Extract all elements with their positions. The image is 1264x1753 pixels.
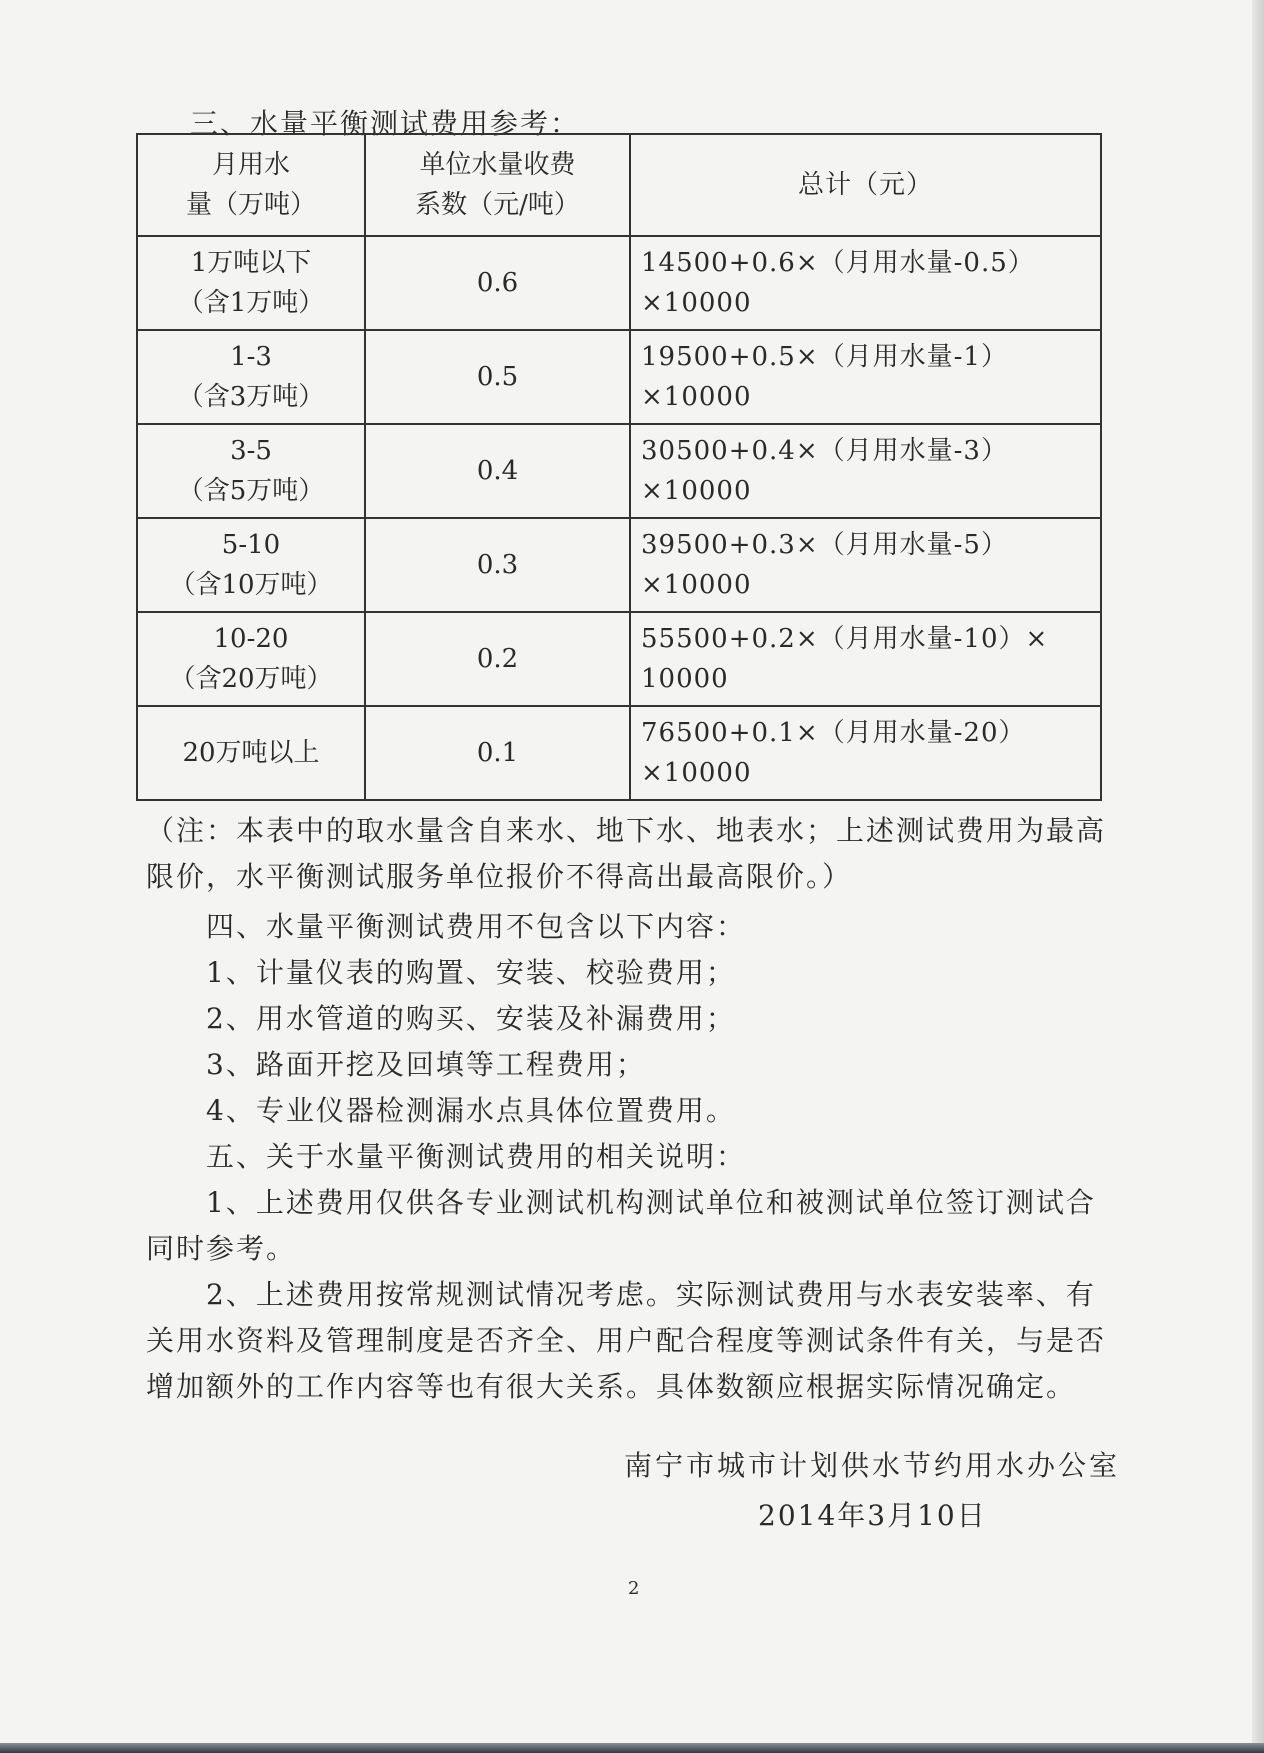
table-note: （注：本表中的取水量含自来水、地下水、地表水；上述测试费用为最高限价，水平衡测试服务单位报价不得高出最高限价。） <box>146 814 1107 893</box>
cell-total <box>630 424 1101 518</box>
cell-volume <box>137 236 365 330</box>
cell-total <box>630 612 1101 706</box>
volume-line1: 10-20 <box>213 624 289 654</box>
volume-line1: 3-5 <box>230 436 272 466</box>
table-row <box>137 612 1101 706</box>
section-5-heading: 五、关于水量平衡测试费用的相关说明： <box>206 1140 747 1173</box>
signature-date: 2014年3月10日 <box>758 1499 987 1532</box>
cell-total <box>630 706 1101 800</box>
total-line1: 19500+0.5×（月用水量-1） <box>641 342 1008 372</box>
volume-line2: （含5万吨） <box>177 476 325 506</box>
total-line1: 76500+0.1×（月用水量-20） <box>641 718 1026 748</box>
cell-volume <box>137 424 365 518</box>
scan-edge-bottom <box>0 1743 1264 1753</box>
table-header-row <box>137 134 1101 236</box>
volume-line2: （含3万吨） <box>177 382 325 412</box>
header-monthly-volume <box>137 134 365 236</box>
total-line2: ×10000 <box>641 570 752 600</box>
section-3-heading: 三、水量平衡测试费用参考： <box>190 107 581 140</box>
cell-coefficient: 0.4 <box>365 424 630 518</box>
total-line2: ×10000 <box>641 382 752 412</box>
cell-volume <box>137 706 365 800</box>
header-coef-line1: 单位水量收费 <box>419 150 576 180</box>
cell-coefficient: 0.1 <box>365 706 630 800</box>
section-5-item: 1、上述费用仅供各专业测试机构测试单位和被测试单位签订测试合同时参考。 <box>146 1186 1096 1265</box>
header-coef-line2: 系数（元/吨） <box>415 190 580 220</box>
section-4-item: 2、用水管道的购买、安装及补漏费用； <box>206 1002 736 1035</box>
volume-line1: 1-3 <box>230 342 272 372</box>
total-line2: ×10000 <box>641 476 752 506</box>
cell-volume <box>137 612 365 706</box>
header-total: 总计（元） <box>630 134 1101 236</box>
volume-line2: （含1万吨） <box>177 288 325 318</box>
cell-volume <box>137 518 365 612</box>
section-4-item: 1、计量仪表的购置、安装、校验费用； <box>206 956 736 989</box>
total-line2: ×10000 <box>641 758 752 788</box>
total-line2: 10000 <box>641 664 729 694</box>
section-4-item: 4、专业仪器检测漏水点具体位置费用。 <box>206 1094 736 1127</box>
fee-reference-table <box>136 133 1102 801</box>
page-number: 2 <box>628 1578 640 1599</box>
cell-coefficient: 0.6 <box>365 236 630 330</box>
volume-line2: （含20万吨） <box>169 664 333 694</box>
table-row <box>137 330 1101 424</box>
table-row <box>137 236 1101 330</box>
header-unit-coefficient <box>365 134 630 236</box>
cell-coefficient: 0.3 <box>365 518 630 612</box>
total-line1: 55500+0.2×（月用水量-10）× <box>641 624 1049 654</box>
signature-organization: 南宁市城市计划供水节约用水办公室 <box>624 1449 1121 1482</box>
volume-line2: （含10万吨） <box>169 570 333 600</box>
cell-total <box>630 236 1101 330</box>
section-4-heading: 四、水量平衡测试费用不包含以下内容： <box>206 910 747 943</box>
total-line2: ×10000 <box>641 288 752 318</box>
cell-coefficient: 0.2 <box>365 612 630 706</box>
scan-edge-right <box>1252 0 1264 1753</box>
section-5-item: 2、上述费用按常规测试情况考虑。实际测试费用与水表安装率、有关用水资料及管理制度是否齐全、用户配合程度等测试条件有关，与是否增加额外的工作内容等也有很大关系。具体数额应根据实际情况确定。 <box>146 1278 1107 1403</box>
header-volume-line2: 量（万吨） <box>185 190 316 220</box>
cell-total <box>630 330 1101 424</box>
total-line1: 30500+0.4×（月用水量-3） <box>641 436 1008 466</box>
total-line1: 14500+0.6×（月用水量-0.5） <box>641 248 1035 278</box>
header-volume-line1: 月用水 <box>211 150 290 180</box>
cell-total <box>630 518 1101 612</box>
volume-line1: 20万吨以上 <box>182 738 320 768</box>
table-row <box>137 518 1101 612</box>
volume-line1: 1万吨以下 <box>190 248 312 278</box>
total-line1: 39500+0.3×（月用水量-5） <box>641 530 1008 560</box>
cell-coefficient: 0.5 <box>365 330 630 424</box>
table-row <box>137 706 1101 800</box>
cell-volume <box>137 330 365 424</box>
table-row <box>137 424 1101 518</box>
volume-line1: 5-10 <box>221 530 281 560</box>
section-4-item: 3、路面开挖及回填等工程费用； <box>206 1048 646 1081</box>
